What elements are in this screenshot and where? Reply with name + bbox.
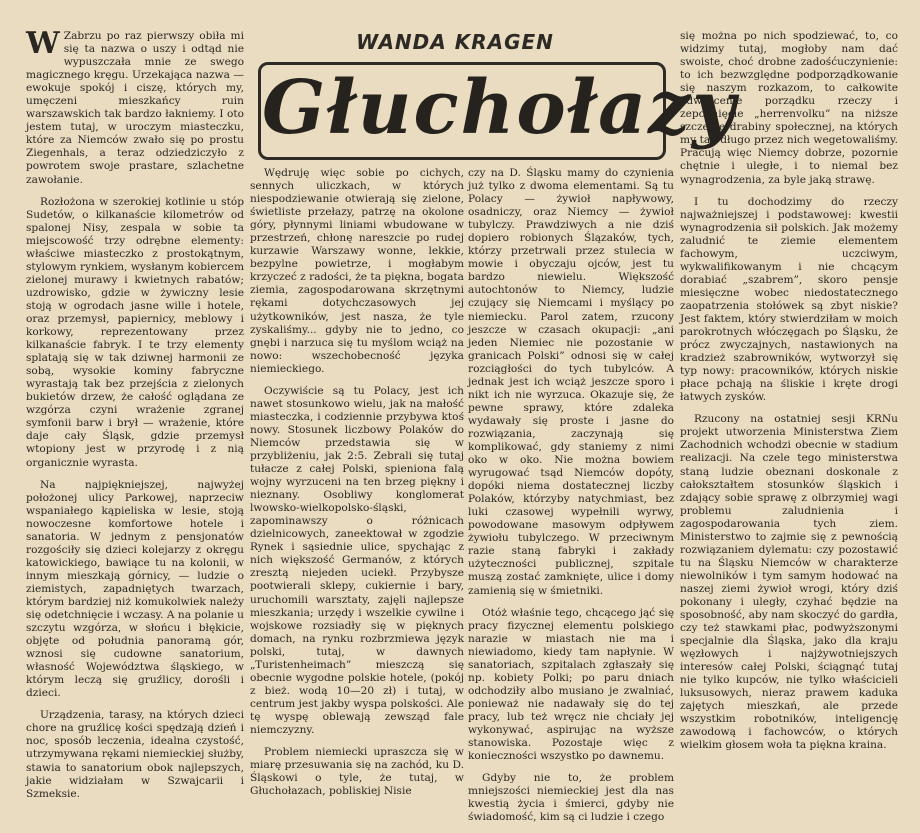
paragraph: Wędruję więc sobie po cichych, sennych uliczkach, w których niespodziewanie otwierają się zielone, świetliste przełazy, patrzę na okolone góry, płynnymi liniami wbudowane w przestrzeń, chłonę nareszcie po rudej kurzawie Warszawy wonne, lekkie, bezpylne powietrze, i mogłabym krzyczeć z radości, że ta piękna, bogata ziemia, zagospodarowana skrzętnymi rękami dotychczasowych jej użytkowników, jest nasza, że tyle zyskaliśmy... gdyby nie to jedno, co gnębi i narzuca się tu myślom wciąż na nowo: wszechobecność języka niemieckiego. [250, 167, 464, 375]
paragraph: Problem niemiecki upraszcza się w miarę przesuwania się na zachód, ku D. Śląskowi o tyle, że tutaj, w Głuchołazach, pobliskiej Nisie [250, 746, 464, 798]
paragraph: Otóż właśnie tego, chcącego jąć się pracy fizycznej elementu polskiego narazie w miastach nie ma i niewiadomo, kiedy tam napłynie. W sanatoriach, szpitalach zgłaszały się np. kobiety Polki; po paru dniach odchodziły albo musiano je zwalniać, ponieważ nie nadawały się do tej pracy, lub też wręcz nie chciały jej wykonywać, aspirując na wyższe stanowiska. Pozostaje więc z konieczności wszystko po dawnemu. [468, 606, 674, 763]
paragraph: czy na D. Śląsku mamy do czynienia już tylko z dwoma elementami. Są tu Polacy — żywioł napływowy, osadniczy, oraz Niemcy — żywioł tubylczy. Prawdziwych a nie dziś dopiero robionych Ślązaków, tych, którzy przetrwali przez stulecia w mowie i obyczaju ojców, jest tu bardzo niewielu. Większość autochtonów to Niemcy, ludzie czujący się Niemcami i myślący po niemiecku. Parol zatem, rzucony jeszcze w czasach okupacji: „ani jeden Niemiec nie pozostanie w granicach Polski” odnosi się w całej rozciągłości do tych tubylców. A jednak jest ich wciąż jeszcze sporo i nikt ich nie wyrzuca. Okazuje się, że pewne sprawy, które zdaleka wydawały się proste i jasne do rozwiązania, zaczynają się komplikować, gdy staniemy z nimi oko w oko. Nie można bowiem wyrugować tsąd Niemców dopóty, dopóki niema dostatecznej liczby Polaków, którzyby natychmiast, bez luki czasowej wypełnili wyrwy, powodowane masowym odpływem żywiołu tubylczego. W przeciwnym razie staną fabryki i zakłady użyteczności publicznej, szpitale muszą zostać zamknięte, ulice i domy zamienią się w śmietniki. [468, 167, 674, 597]
paragraph: I tu dochodzimy do rzeczy najważniejszej i podstawowej: kwestii wynagrodzenia sił polskich. Jak możemy zaludnić te ziemie elementem fachowym, uczciwym, wykwalifikowanym i nie chcącym dorabiać „szabrem”, skoro pensje miesięczne wobec niedostatecznego zaopatrzenia stołówek są zbyt niskie? Jest faktem, który stwierdziłam w moich parokrotnych włóczęgach po Śląsku, że prócz zwyczajnych, nastawionych na kradzież szabrowników, wytworzył się typ nowy: pracowników, których niskie płace pchają na śliskie i kręte drogi łatwych zysków. [680, 195, 898, 404]
column-3 [468, 167, 674, 833]
paragraph: Oczywiście są tu Polacy, jest ich nawet stosunkowo wielu, jak na małość miasteczka, i codziennie przybywa ktoś nowy. Stosunek liczbowy Polaków do Niemców przedstawia się w przybliżeniu, jak 2:5. Zebrali się tutaj tułacze z całej Polski, spieniona falą wojny wyrzuceni na ten brzeg piękny i nieznany. Osobliwy konglomerat lwowsko-wielkopolsko-śląski, zapominawszy o różnicach dzielnicowych, zaneektował w zgodzie Rynek i sąsiednie ulice, spychając z nich większość Germanów, z których zresztą niejeden uciekł. Przybysze pootwierali sklepy, cukiernie i bary, uruchomili warsztaty, zajęli najlepsze mieszkania; urzędy i wszelkie cywilne i wojskowe rozsiadły się w pięknych domach, na rynku rozbrzmiewa język polski, tutaj, w dawnych „Turistenheimach” mieszczą się obecnie wygodne polskie hotele, (pokój z bież. wodą 10—20 zł) i tutaj, w centrum jest jakby wyspa polskości. Ale tę wyspę oblewają zewsząd fale niemczyzny. [250, 384, 464, 736]
paragraph: W Zabrzu po raz pierwszy obiła mi się ta nazwa o uszy i odtąd nie wypuszczała mnie ze swego magicznego kręgu. Urzekająca nazwa — ewokuje spokój i ciszę, których my, umęczeni mieszkańcy ruin warszawskich tak bardzo łakniemy. I oto jestem tutaj, w uroczym miasteczku, które za Niemców zwało się po prostu Ziegenhals, a teraz odziedziczyło z powrotem swoje prastare, szlachetne zawołanie. [26, 26, 244, 186]
paragraph: Rozłożona w szerokiej kotlinie u stóp Sudetów, o kilkanaście kilometrów od spalonej Nisy, zespala w sobie ta miejscowość trzy odrębne elementy: właściwe miasteczko z prostokątnym, stylowym rynkiem, wysłanym kobiercem zielonej murawy i kwietnych rabatów; uzdrowisko, gdzie w żywiczny lesie stoją w ogrodach jasne wille i hotele, oraz przemysł, papiernicy, meblowy i korkowy, reprezentowany przez kilkanaście fabryk. I te trzy elementy splatają się w tak dziwnej harmonii ze sobą, wysokie kominy fabryczne wyrastają tak bez przejścia z zielonych bukietów drzew, że całość oglądana ze wzgórza czyni wrażenie zgranej symfonii barw i brył — wrażenie, które daje cały Śląsk, gdzie przemysł wtopiony jest w przyrodę i z nią organicznie wyrasta. [26, 195, 244, 469]
column-2 [250, 167, 464, 807]
paragraph: Na najpiękniejszej, najwyżej położonej ulicy Parkowej, naprzeciw wspaniałego kąpieliska w lesie, stoją nowoczesne komfortowe hotele i sanatoria. W jednym z pensjonatów rozgościły się dzieci kolejarzy z okręgu katowickiego, bawiące tu na kolonii, w innym mieszkają górnicy, — ludzie o ziemistych, zapadniętych twarzach, którym bardziej niż komukolwiek należy się odetchnięcie i wczasy. A na polanie u szczytu wzgórza, w słońcu i błękicie, objęte od południa panoramą gór, wznosi się cudowne sanatorium, własność Województwa śląskiego, w którym leczą się gruźlicy, dorośli i dzieci. [26, 478, 244, 700]
article-author: WANDA KRAGEN [356, 30, 554, 54]
paragraph: Urządzenia, tarasy, na których dzieci chore na gruźlicę kości spędzają dzień i noc, sposób leczenia, idealna czystość, utrzymywana rękami niemieckiej służby, stawia to sanatorium obok najlepszych, jakie widziałam w Szwajcarii i Szmeksie. [26, 709, 244, 800]
column-1 [26, 26, 244, 810]
paragraph: Gdyby nie to, że problem mniejszości niemieckiej jest dla nas kwestią życia i śmierci, gdyby nie świadomość, kim są ci ludzie i czego [468, 772, 674, 824]
paragraph: się można po nich spodziewać, to, co widzimy tutaj, mogłoby nam dać swoiste, choć drobne zadośćuczynienie: to ich bezwzględne podporządkowanie się naszym rozkazom, to całkowite odwrócenie porządku rzeczy i zepchnięcie „herrenvolku” na niższe szczeble drabiny społecznej, na których my tak długo przez nich wegetowaliśmy. Pracują więc Niemcy dobrze, pozornie chętnie i uległe, i to niemal bez wynagrodzenia, za byle jaką strawę. [680, 30, 898, 186]
column-4 [680, 30, 898, 762]
article-title: Głuchołazy [262, 65, 738, 151]
paragraph: Rzucony na ostatniej sesji KRNu projekt utworzenia Ministerstwa Ziem Zachodnich wchodzi obecnie w stadium realizacji. Na czele tego ministerstwa staną ludzie obeznani doskonale z całokształtem stosunków śląskich i zdający sobie sprawę z olbrzymiej wagi problemu zaludnienia i zagospodarowania tych ziem. Ministerstwo to zajmie się z pewnością rozwiązaniem dylematu: czy pozostawić tu na Śląsku Niemców w charakterze niewolników i tym samym hodować na naszej ziemi żywioł wrogi, który dziś pokonany i uległy, czyhać będzie na sposobność, aby nam skoczyć do gardła, czy też stawkami płac, podwyższonymi specjalnie dla Śląska, jako dla kraju węzłowych i najżywotniejszych interesów całej Polski, ściągnąć tutaj nie tylko kupców, nie tylko właścicieli luksusowych, nieraz prawem kaduka zajętych mieszkań, ale przede wszystkim robotników, inteligencję zawodową i fachowców, o których wielkim głosem woła ta piękna kraina. [680, 413, 898, 752]
drop-cap: W [26, 26, 60, 61]
